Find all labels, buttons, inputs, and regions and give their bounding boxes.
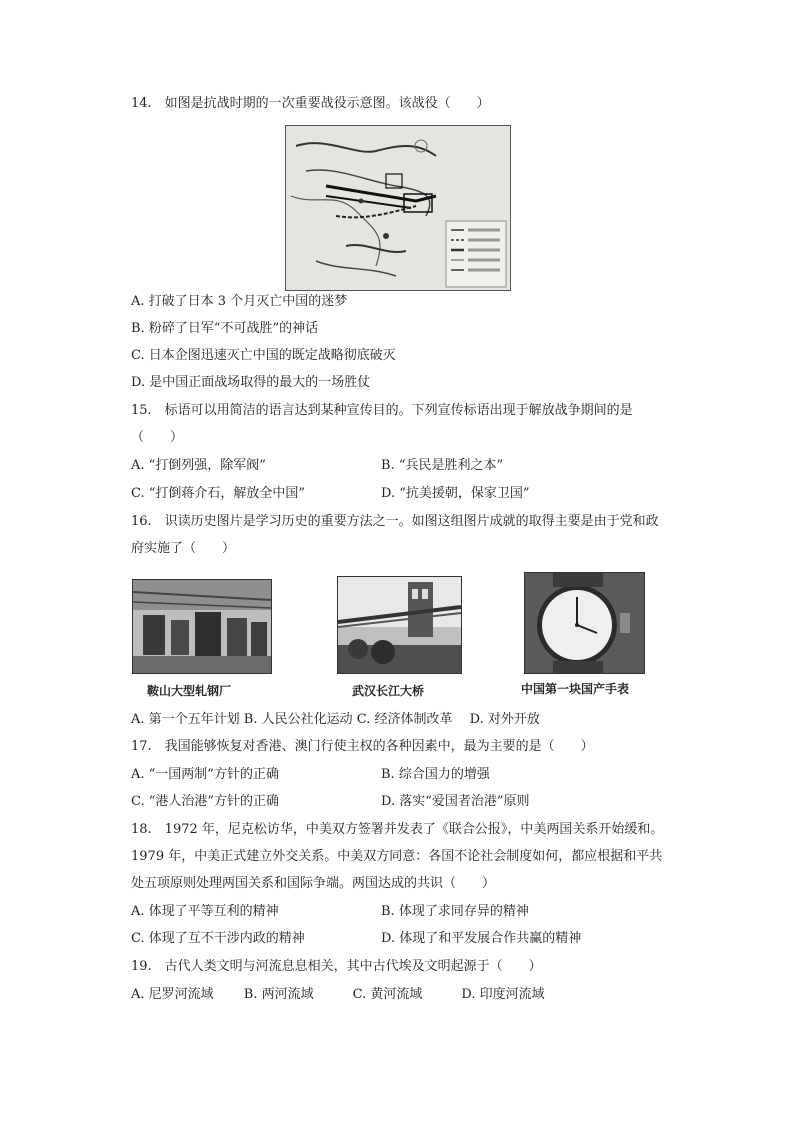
q14-option-b: B. 粉碎了日军“不可战胜”的神话 — [131, 321, 319, 336]
q19-options: A. 尼罗河流域 B. 两河流域 C. 黄河流域 D. 印度河流域 — [131, 987, 545, 1002]
q17-option-c: C. “港人治港”方针的正确 — [131, 794, 280, 809]
caption-steel-mill: 鞍山大型轧钢厂 — [147, 684, 232, 698]
q14-option-a: A. 打破了日本 3 个月灭亡中国的迷梦 — [131, 294, 348, 309]
bridge-photo — [337, 576, 462, 674]
caption-bridge: 武汉长江大桥 — [352, 684, 425, 698]
q15-stem-line1: 15. 标语可以用简洁的语言达到某种宣传目的。下列宣传标语出现于解放战争期间的是 — [131, 403, 633, 418]
steel-mill-photo — [132, 579, 272, 674]
caption-watch: 中国第一块国产手表 — [521, 682, 630, 696]
q18-stem-line3: 处五项原则处理两国关系和国际争端。两国达成的共识（ ） — [131, 876, 496, 891]
q15-stem-line2: （ ） — [131, 430, 184, 445]
q18-option-c: C. 体现了互不干涉内政的精神 — [131, 931, 305, 946]
q18-stem-line2: 1979 年，中美正式建立外交关系。中美双方同意：各国不论社会制度如何，都应根据和平共 — [131, 849, 663, 864]
q16-stem-line1: 16. 识读历史图片是学习历史的重要方法之一。如图这组图片成就的取得主要是由于党和政 — [131, 514, 659, 529]
q17-option-b: B. 综合国力的增强 — [381, 767, 490, 782]
q16-options: A. 第一个五年计划 B. 人民公社化运动 C. 经济体制改革 D. 对外开放 — [131, 712, 540, 727]
battle-map-image — [285, 125, 511, 291]
q16-stem-line2: 府实施了（ ） — [131, 541, 236, 556]
q15-option-b: B. “兵民是胜利之本” — [381, 458, 504, 473]
q14-option-d: D. 是中国正面战场取得的最大的一场胜仗 — [131, 375, 371, 390]
watch-photo — [524, 572, 645, 674]
q14-stem: 14. 如图是抗战时期的一次重要战役示意图。该战役（ ） — [131, 96, 490, 111]
q15-option-a: A. “打倒列强，除军阀” — [131, 458, 266, 473]
q19-stem: 19. 古代人类文明与河流息息相关，其中古代埃及文明起源于（ ） — [131, 959, 542, 974]
q18-stem-line1: 18. 1972 年，尼克松访华，中美双方签署并发表了《联合公报》，中美两国关系开始缓和。 — [131, 822, 664, 837]
q14-option-c: C. 日本企图迅速灭亡中国的既定战略彻底破灭 — [131, 348, 396, 363]
q18-option-d: D. 体现了和平发展合作共赢的精神 — [381, 931, 582, 946]
q15-option-c: C. “打倒蒋介石，解放全中国” — [131, 486, 306, 501]
q18-option-a: A. 体现了平等互利的精神 — [131, 904, 279, 919]
q17-option-a: A. “一国两制”方针的正确 — [131, 767, 279, 782]
q17-option-d: D. 落实“爱国者治港”原则 — [381, 794, 530, 809]
q18-option-b: B. 体现了求同存异的精神 — [381, 904, 529, 919]
q15-option-d: D. “抗美援朝，保家卫国” — [381, 486, 530, 501]
q17-stem: 17. 我国能够恢复对香港、澳门行使主权的各种因素中，最为主要的是（ ） — [131, 739, 594, 754]
battle-map-drawing — [286, 126, 510, 290]
